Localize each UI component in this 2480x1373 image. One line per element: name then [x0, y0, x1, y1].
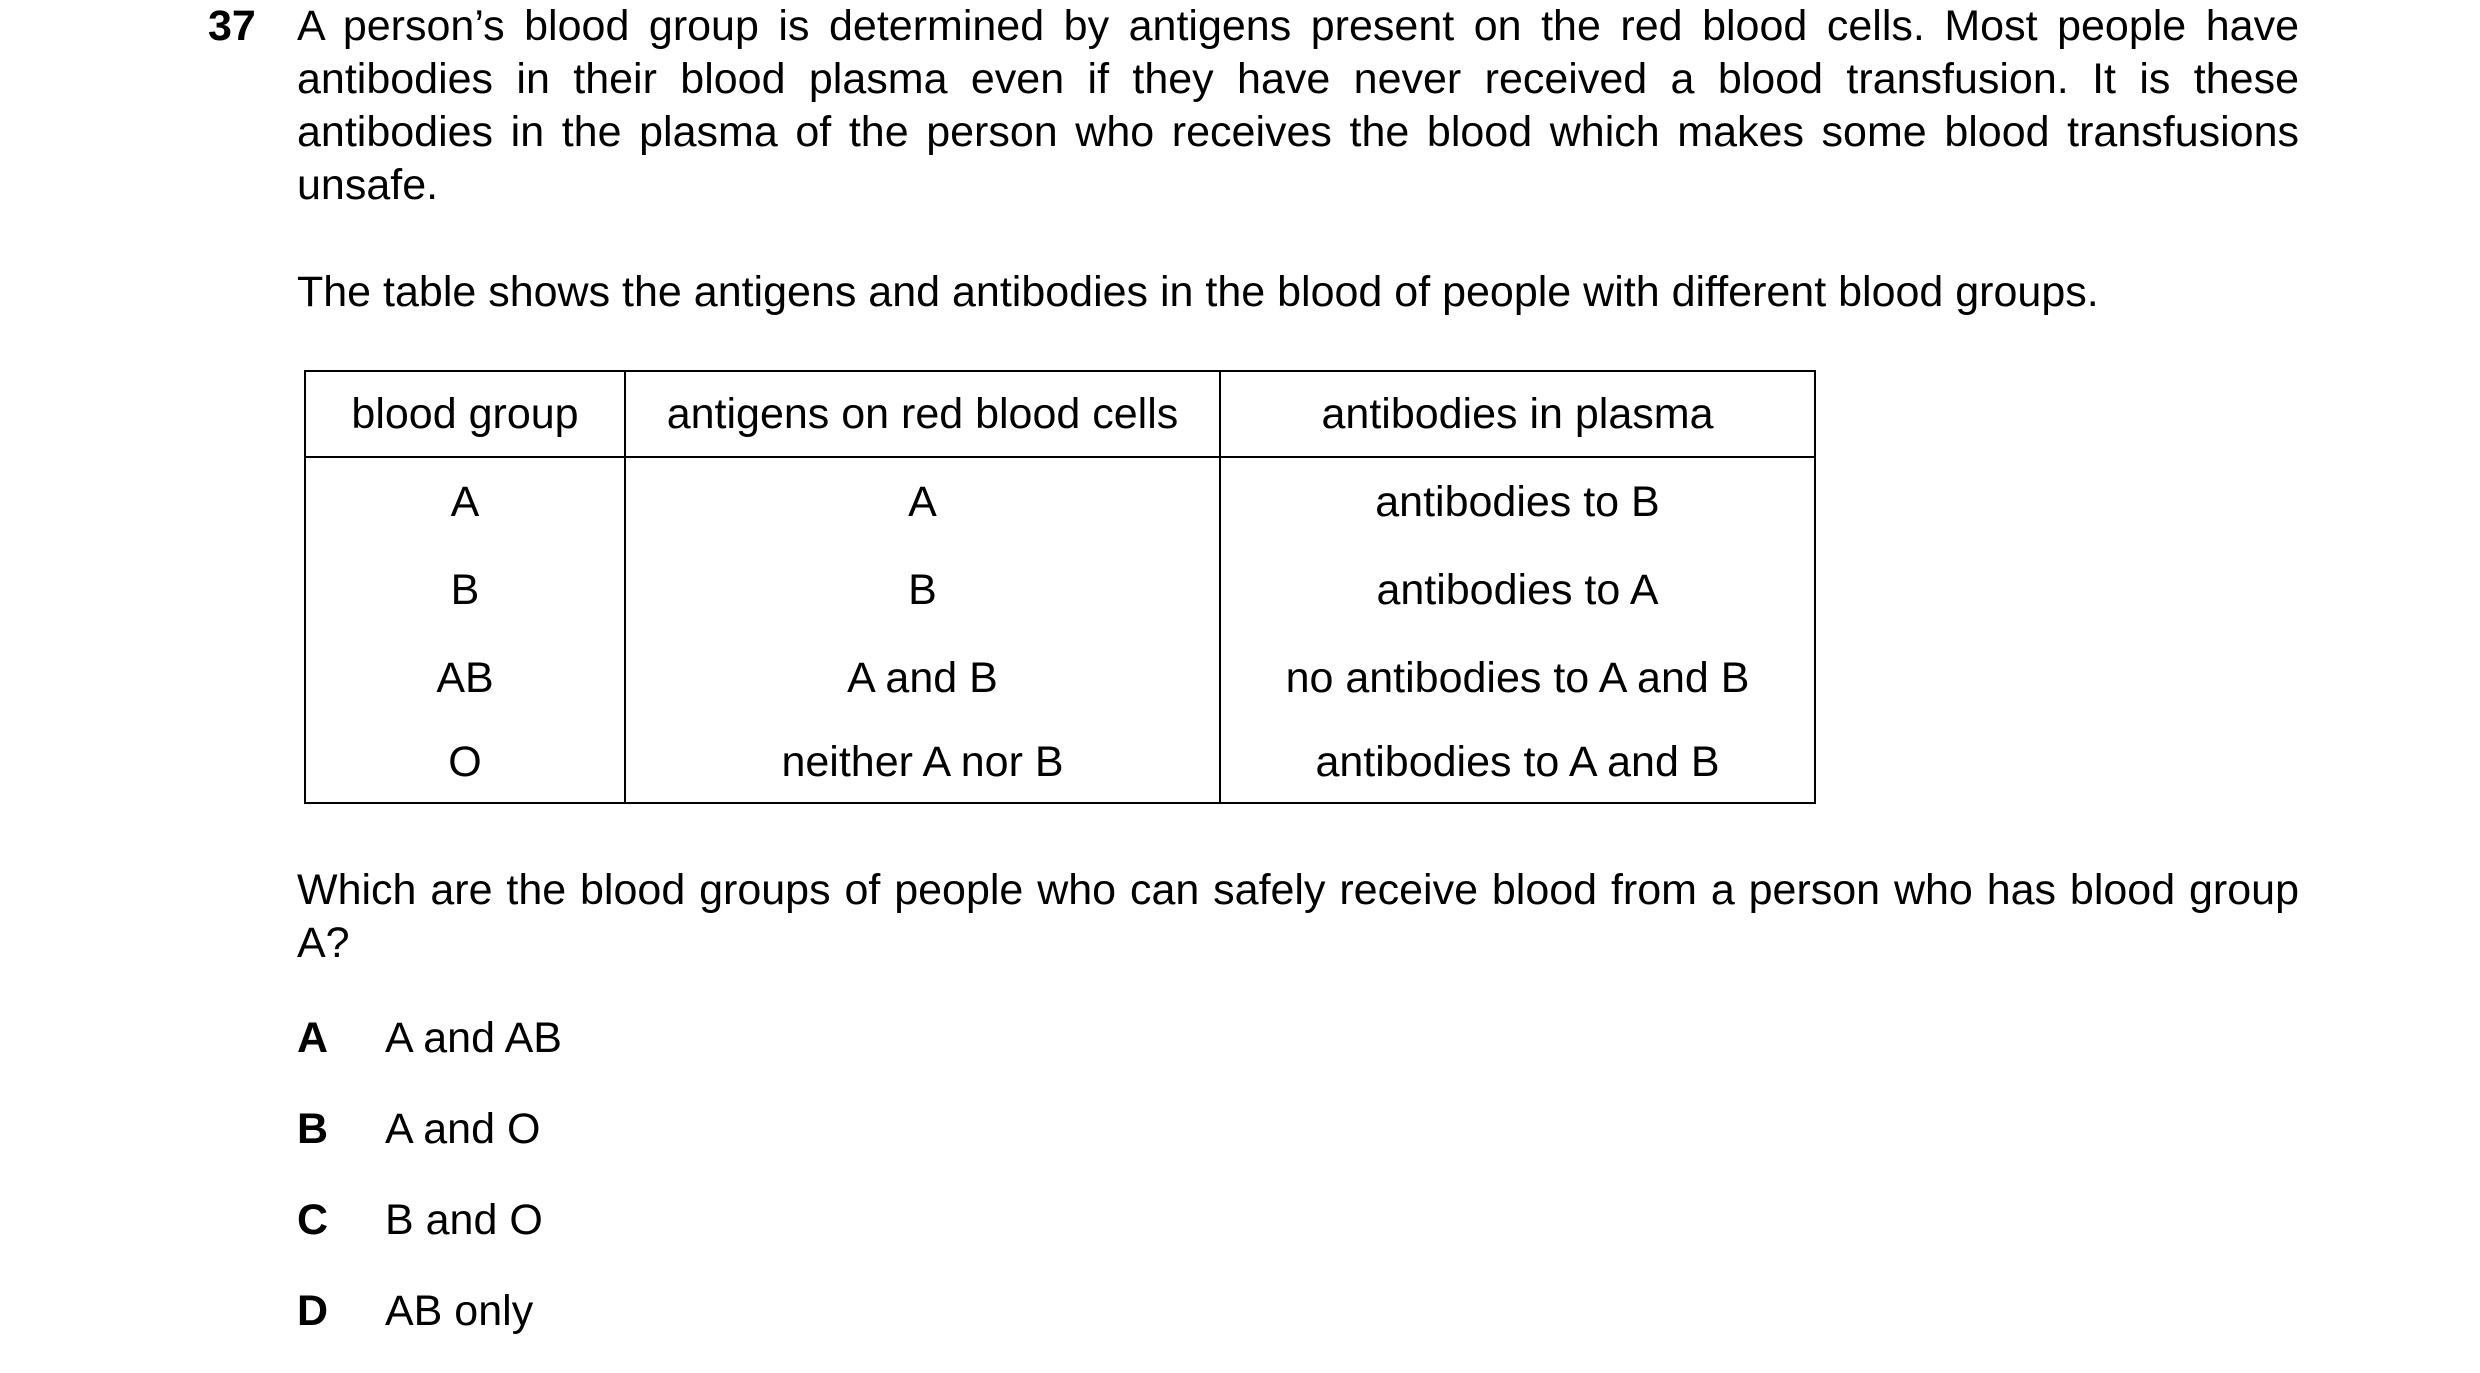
table-row	[305, 634, 1815, 722]
option-text: A and O	[385, 1105, 541, 1153]
question-stem: A person’s blood group is determined by antigens present on the red blood cells. Most people have antibodies in their blood plasma even if they have never received a blood transfusion. It is these antibodies in the plasma of the person who receives the blood which makes some blood transfusions unsafe.	[297, 2, 2299, 209]
option-c[interactable]	[297, 1194, 543, 1247]
cell-blood-group: AB	[305, 634, 625, 722]
table-row	[305, 546, 1815, 634]
option-b[interactable]	[297, 1103, 540, 1156]
question-number: 37	[208, 2, 256, 50]
blood-group-table	[304, 370, 1816, 804]
question-prompt: Which are the blood groups of people who can safely receive blood from a person who has blood group A?	[297, 866, 2299, 967]
cell-blood-group: O	[305, 722, 625, 803]
cell-antigens: neither A nor B	[625, 722, 1220, 803]
option-letter: B	[297, 1105, 329, 1153]
cell-blood-group: B	[305, 546, 625, 634]
option-text: B and O	[385, 1196, 543, 1244]
cell-antibodies: no antibodies to A and B	[1220, 634, 1815, 722]
cell-antigens: A and B	[625, 634, 1220, 722]
option-letter: C	[297, 1196, 329, 1244]
option-text: AB only	[385, 1287, 534, 1335]
header-antibodies: antibodies in plasma	[1220, 371, 1815, 457]
cell-antibodies: antibodies to B	[1220, 457, 1815, 546]
header-antigens: antigens on red blood cells	[625, 371, 1220, 457]
table-row	[305, 722, 1815, 803]
table-header-row	[305, 371, 1815, 457]
cell-antigens: B	[625, 546, 1220, 634]
option-letter: D	[297, 1287, 329, 1335]
cell-antibodies: antibodies to A and B	[1220, 722, 1815, 803]
table-intro: The table shows the antigens and antibodies in the blood of people with different blood groups.	[297, 268, 2099, 316]
table-row	[305, 457, 1815, 546]
header-blood-group: blood group	[305, 371, 625, 457]
cell-antibodies: antibodies to A	[1220, 546, 1815, 634]
option-text: A and AB	[385, 1014, 562, 1062]
cell-antigens: A	[625, 457, 1220, 546]
option-letter: A	[297, 1014, 329, 1062]
option-d[interactable]	[297, 1285, 533, 1338]
option-a[interactable]	[297, 1012, 562, 1065]
cell-blood-group: A	[305, 457, 625, 546]
